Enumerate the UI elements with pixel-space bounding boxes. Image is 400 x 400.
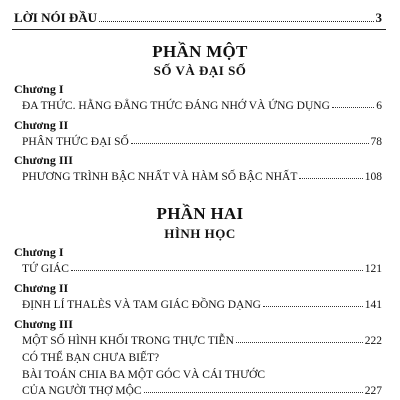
leader-dots [263,305,363,307]
entry-page: 141 [364,299,382,311]
part2-chapter-1-entry[interactable] [22,259,382,275]
entry-title: ĐỊNH LÍ THALÈS VÀ TAM GIÁC ĐỒNG DẠNG [22,299,261,311]
entry-title: PHÂN THỨC ĐẠI SỐ [22,136,129,148]
entry-title: PHƯƠNG TRÌNH BẬC NHẤT VÀ HÀM SỐ BẬC NHẤT [22,171,298,183]
preface-title: LỜI NÓI ĐẦU [14,10,98,25]
entry-title: CỦA NGƯỜI THỢ MỘC [22,385,142,397]
preface-entry[interactable] [14,6,382,26]
part1-chapter-1-label: Chương I [14,82,64,96]
part-one-title: PHẦN MỘT [152,42,248,61]
entry-page: 222 [364,335,382,347]
leader-dots [144,391,363,393]
leader-dots [99,20,373,22]
divider [12,29,386,30]
part2-chapter-3-label: Chương III [14,317,73,331]
part2-chapter-1-label: Chương I [14,245,64,259]
part-two-title: PHẦN HAI [156,204,244,223]
carpenter-entry[interactable] [22,381,382,397]
part-two-subtitle: HÌNH HỌC [164,226,236,241]
entry-page: 78 [370,136,382,148]
entry-title: TỨ GIÁC [22,263,69,275]
carpenter-entry-line1: BÀI TOÁN CHIA BA MỘT GÓC VÀ CÁI THƯỚC [22,369,265,381]
part1-chapter-2-label: Chương II [14,118,69,132]
leader-dots [71,269,363,271]
leader-dots [236,341,363,343]
part1-chapter-3-entry[interactable] [22,167,382,183]
entry-page: 108 [364,171,382,183]
part2-chapter-2-label: Chương II [14,281,69,295]
part-one-subtitle: SỐ VÀ ĐẠI SỐ [153,63,247,78]
preface-page: 3 [375,10,382,25]
entry-page: 6 [376,100,382,112]
leader-dots [299,177,362,179]
part1-chapter-2-entry[interactable] [22,132,382,148]
entry-page: 121 [364,263,382,275]
did-you-know-heading: CÓ THỂ BẠN CHƯA BIẾT? [22,352,160,364]
leader-dots [332,106,374,108]
part2-chapter-2-entry[interactable] [22,295,382,311]
entry-page: 227 [364,385,382,397]
part1-chapter-1-entry[interactable] [22,96,382,112]
leader-dots [131,142,369,144]
entry-title: ĐA THỨC. HẰNG ĐẲNG THỨC ĐÁNG NHỚ VÀ ỨNG DỤNG [22,100,330,112]
part2-chapter-3-entry[interactable] [22,331,382,347]
entry-title: MỘT SỐ HÌNH KHỐI TRONG THỰC TIỄN [22,335,234,347]
part1-chapter-3-label: Chương III [14,153,73,167]
